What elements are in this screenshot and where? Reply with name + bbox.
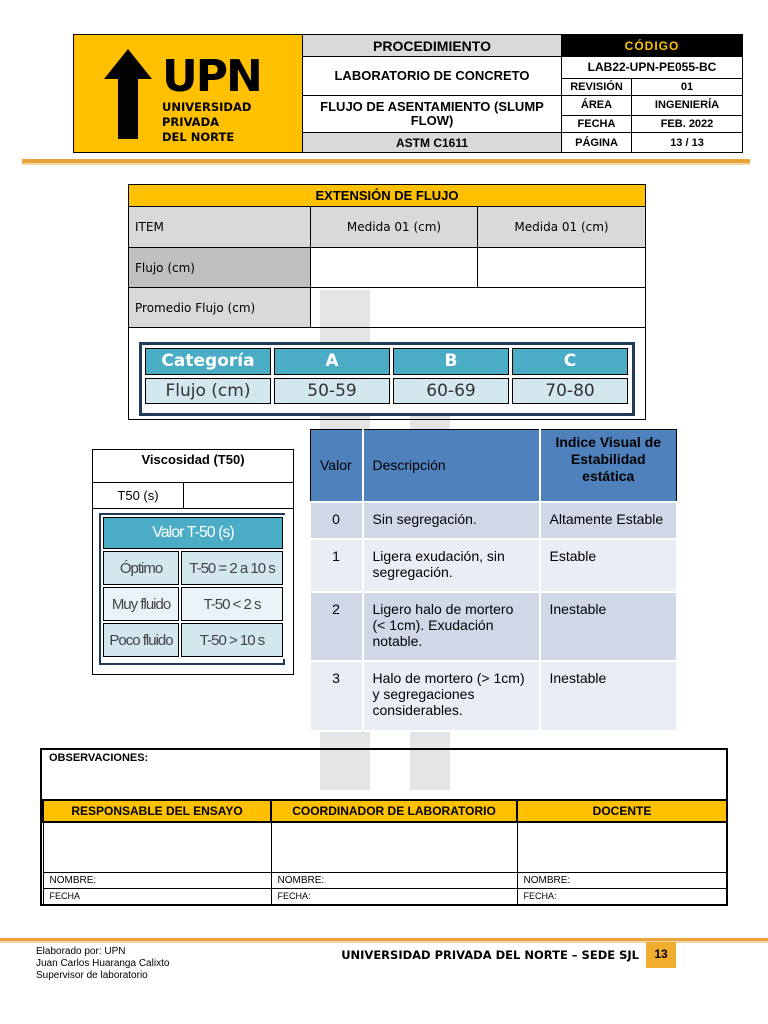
indice-2: Inestable: [540, 592, 677, 661]
desc-3: Halo de mortero (> 1cm) y segregaciones considerables.: [363, 661, 540, 731]
fecha-responsable-label: FECHA: [43, 888, 271, 904]
col-item: ITEM: [129, 207, 311, 248]
categoria-header: Categoría: [145, 348, 271, 375]
flujo-medida-1-field[interactable]: [311, 248, 478, 288]
t50-row-poco-fluido-label: Poco fluido: [103, 623, 179, 657]
laboratorio-title: LABORATORIO DE CONCRETO: [303, 57, 562, 96]
categoria-range-a: 50-59: [274, 378, 390, 405]
procedimiento-label: PROCEDIMIENTO: [303, 35, 562, 57]
indice-1: Estable: [540, 539, 677, 592]
valor-2: 2: [311, 592, 363, 661]
categoria-b: B: [393, 348, 509, 375]
norma-label: ASTM C1611: [303, 133, 562, 153]
t50-label: T50 (s): [93, 483, 184, 509]
categoria-range-b: 60-69: [393, 378, 509, 405]
viscosidad-title: Viscosidad (T50): [93, 450, 294, 483]
viscosidad-table: [92, 449, 293, 674]
estabilidad-table: [310, 429, 676, 731]
indice-0: Altamente Estable: [540, 502, 677, 539]
svg-text:PRIVADA: PRIVADA: [162, 115, 220, 129]
footer-autor: Juan Carlos Huaranga Calixto: [36, 958, 170, 969]
nombre-responsable-label: NOMBRE:: [43, 872, 271, 888]
valor-3: 3: [311, 661, 363, 731]
promedio-field[interactable]: [311, 288, 646, 328]
firma-docente-field[interactable]: [517, 822, 727, 872]
pagina-label: PÁGINA: [562, 133, 632, 153]
responsable-header: RESPONSABLE DEL ENSAYO: [43, 800, 271, 822]
area-value: INGENIERÍA: [632, 95, 743, 116]
observaciones-label[interactable]: OBSERVACIONES:: [43, 750, 727, 800]
t50-row-poco-fluido-value: T-50 > 10 s: [181, 623, 283, 657]
revision-label: REVISIÓN: [562, 78, 632, 95]
upn-arrow-icon: [74, 35, 301, 152]
revision-value: 01: [632, 78, 743, 95]
flujo-medida-2-field[interactable]: [478, 248, 646, 288]
fecha-docente-label: FECHA:: [517, 888, 727, 904]
t50-row-muy-fluido-value: T-50 < 2 s: [181, 587, 283, 621]
valor-1: 1: [311, 539, 363, 592]
extension-title: EXTENSIÓN DE FLUJO: [129, 185, 646, 207]
categoria-c: C: [512, 348, 628, 375]
t50-image-cell: [93, 509, 294, 675]
categoria-row-label: Flujo (cm): [145, 378, 271, 405]
t50-field[interactable]: [184, 483, 294, 509]
col-descripcion: Descripción: [363, 430, 540, 502]
categoria-table-image: [139, 342, 635, 416]
fecha-coordinador-label: FECHA:: [271, 888, 517, 904]
nombre-docente-label: NOMBRE:: [517, 872, 727, 888]
row-promedio-label: Promedio Flujo (cm): [129, 288, 311, 328]
indice-3: Inestable: [540, 661, 677, 731]
firmas-block: [40, 748, 728, 906]
t50-row-muy-fluido-label: Muy fluido: [103, 587, 179, 621]
firma-coordinador-field[interactable]: [271, 822, 517, 872]
firma-responsable-field[interactable]: [43, 822, 271, 872]
footer-credits: [36, 946, 296, 982]
row-flujo-label: Flujo (cm): [129, 248, 311, 288]
fecha-label: FECHA: [562, 116, 632, 133]
svg-text:UNIVERSIDAD: UNIVERSIDAD: [162, 100, 252, 114]
codigo-value: LAB22-UPN-PE055-BC: [562, 57, 743, 79]
footer-sede-text: UNIVERSIDAD PRIVADA DEL NORTE – SEDE SJL: [341, 948, 639, 962]
footer-sede: [300, 946, 639, 962]
codigo-label: CÓDIGO: [562, 35, 743, 57]
logo-text: UPN: [162, 51, 261, 102]
desc-1: Ligera exudación, sin segregación.: [363, 539, 540, 592]
col-medida-2: Medida 01 (cm): [478, 207, 646, 248]
desc-2: Ligero halo de mortero (< 1cm). Exudación notable.: [363, 592, 540, 661]
nombre-coordinador-label: NOMBRE:: [271, 872, 517, 888]
t50-row-optimo-label: Óptimo: [103, 551, 179, 585]
t50-table-image: [99, 513, 285, 665]
categoria-a: A: [274, 348, 390, 375]
pagina-value: 13 / 13: [632, 133, 743, 153]
footer-elaborado: Elaborado por: UPN: [36, 946, 126, 957]
coordinador-header: COORDINADOR DE LABORATORIO: [271, 800, 517, 822]
area-label: ÁREA: [562, 95, 632, 116]
col-indice: Indice Visual de Estabilidad estática: [540, 430, 677, 502]
footer-page-number: [646, 942, 676, 968]
col-valor: Valor: [311, 430, 363, 502]
t50-image-header: Valor T-50 (s): [103, 517, 283, 549]
docente-header: DOCENTE: [517, 800, 727, 822]
header: [73, 34, 742, 153]
svg-text:DEL NORTE: DEL NORTE: [162, 130, 235, 144]
categoria-range-c: 70-80: [512, 378, 628, 405]
fecha-value: FEB. 2022: [632, 116, 743, 133]
desc-0: Sin segregación.: [363, 502, 540, 539]
upn-logo: [74, 35, 303, 153]
header-rule-shadow: [22, 163, 750, 165]
categoria-cell: [129, 328, 646, 420]
extension-flujo-table: [128, 184, 645, 420]
valor-0: 0: [311, 502, 363, 539]
footer-page-number-text: 13: [654, 947, 668, 961]
t50-row-optimo-value: T-50 = 2 a 10 s: [181, 551, 283, 585]
col-medida-1: Medida 01 (cm): [311, 207, 478, 248]
ensayo-title: FLUJO DE ASENTAMIENTO (SLUMP FLOW): [303, 95, 562, 133]
footer-cargo: Supervisor de laboratorio: [36, 970, 148, 981]
